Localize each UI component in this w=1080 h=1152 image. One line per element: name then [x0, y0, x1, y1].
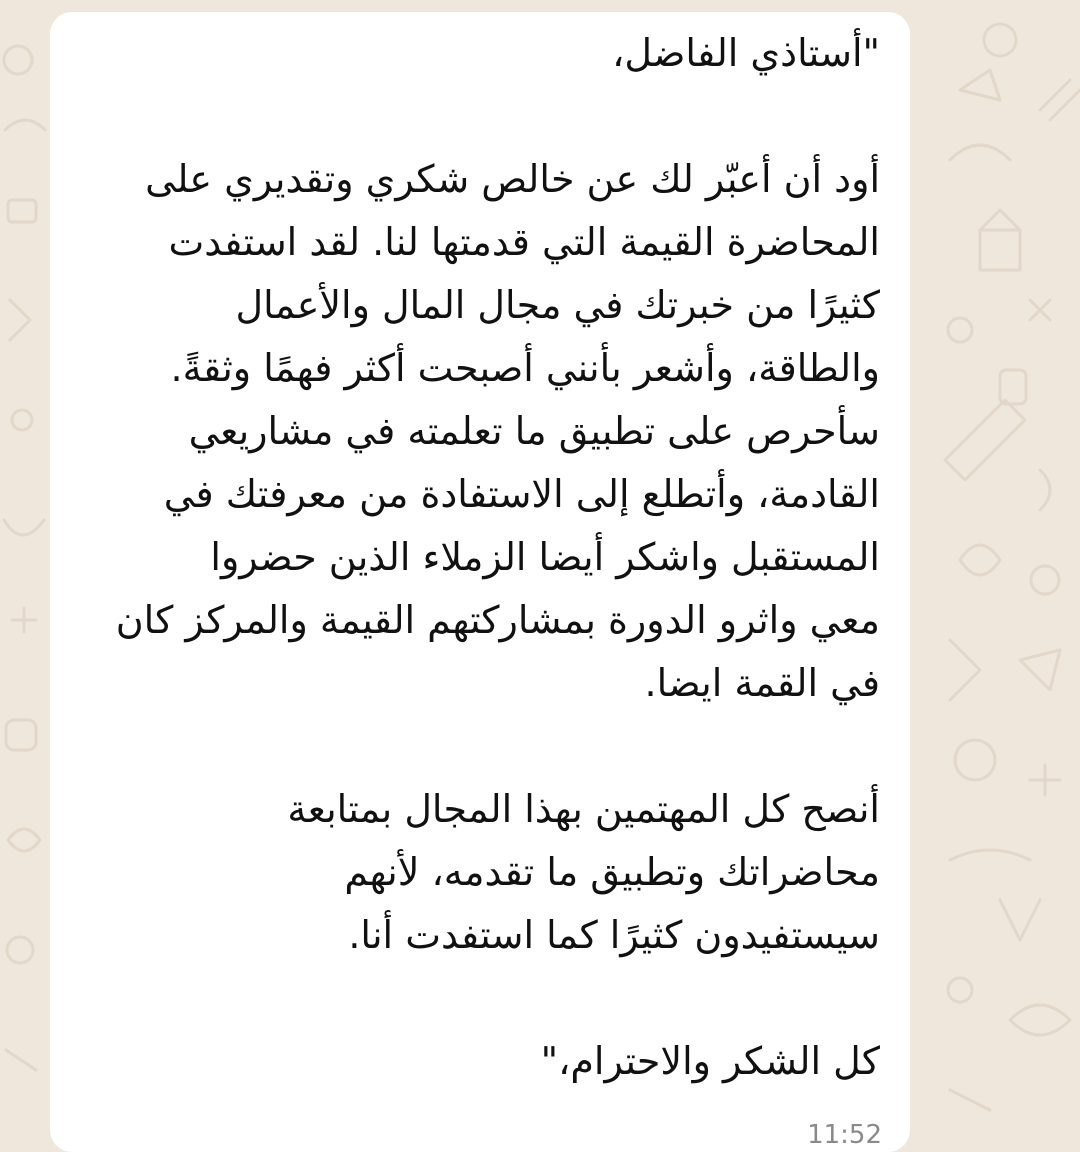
message-line: المحاضرة القيمة التي قدمتها لنا. لقد استفدت	[168, 220, 880, 264]
message-line: سيستفيدون كثيرًا كما استفدت أنا.	[348, 913, 880, 957]
message-line: في القمة ايضا.	[644, 661, 880, 705]
message-bubble[interactable]	[50, 12, 910, 1152]
message-paragraph-1	[80, 148, 880, 715]
message-paragraph-2	[80, 778, 880, 967]
message-closing: كل الشكر والاحترام،"	[540, 1039, 880, 1083]
message-line: كثيرًا من خبرتك في مجال المال والأعمال	[235, 283, 880, 327]
message-text	[80, 22, 880, 1093]
message-line: أود أن أعبّر لك عن خالص شكري وتقديري على	[145, 157, 880, 201]
message-line: المستقبل واشكر أيضا الزملاء الذين حضروا	[210, 535, 880, 579]
message-greeting: "أستاذي الفاضل،	[612, 31, 880, 75]
message-line: القادمة، وأتطلع إلى الاستفادة من معرفتك في	[163, 472, 880, 516]
message-line: معي واثرو الدورة بمشاركتهم القيمة والمركز كان	[115, 598, 880, 642]
message-timestamp: 11:52	[807, 1120, 882, 1150]
message-line: والطاقة، وأشعر بأنني أصبحت أكثر فهمًا وثقةً.	[170, 346, 880, 390]
message-line: محاضراتك وتطبيق ما تقدمه، لأنهم	[344, 850, 880, 894]
message-line: أنصح كل المهتمين بهذا المجال بمتابعة	[287, 787, 880, 831]
message-line: سأحرص على تطبيق ما تعلمته في مشاريعي	[188, 409, 880, 453]
